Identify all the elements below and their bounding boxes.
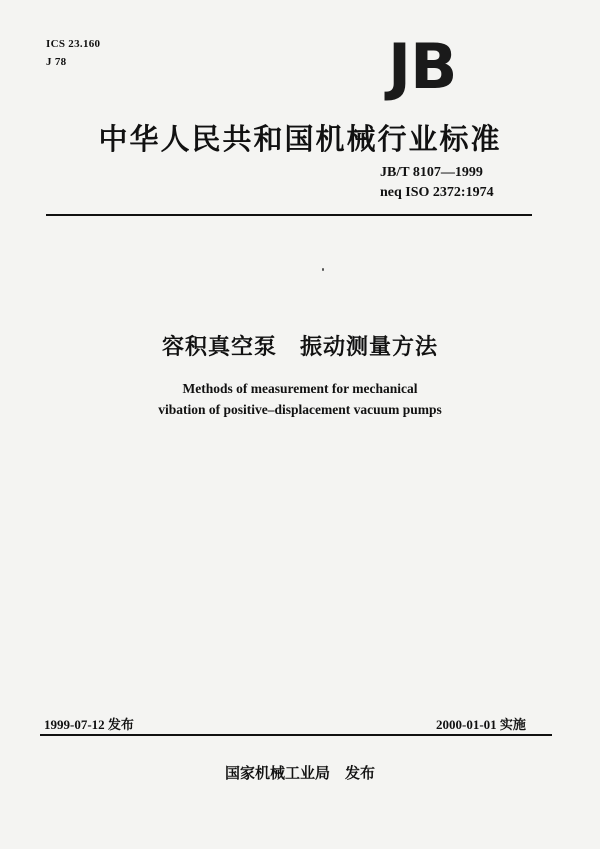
iso-equivalence: neq ISO 2372:1974 bbox=[380, 185, 494, 200]
document-title-english-line1: Methods of measurement for mechanical bbox=[182, 381, 418, 396]
standard-category-title: 中华人民共和国机械行业标准 bbox=[98, 122, 502, 156]
issuing-authority: 国家机械工业局 发布 bbox=[224, 764, 375, 782]
document-title-english-line2: vibation of positive–displacement vacuum pumps bbox=[158, 402, 442, 417]
scan-speck bbox=[322, 268, 324, 271]
document-title-chinese: 容积真空泵 振动测量方法 bbox=[161, 335, 438, 360]
jb-logo: JB bbox=[388, 30, 457, 103]
issue-date: 1999-07-12 发布 bbox=[44, 717, 134, 732]
footer-divider bbox=[40, 734, 552, 736]
implementation-date: 2000-01-01 实施 bbox=[436, 717, 526, 732]
header-divider bbox=[46, 214, 532, 216]
standard-number: JB/T 8107—1999 bbox=[380, 165, 483, 180]
ics-code: ICS 23.160 bbox=[46, 38, 101, 50]
ccs-code: J 78 bbox=[46, 56, 67, 68]
